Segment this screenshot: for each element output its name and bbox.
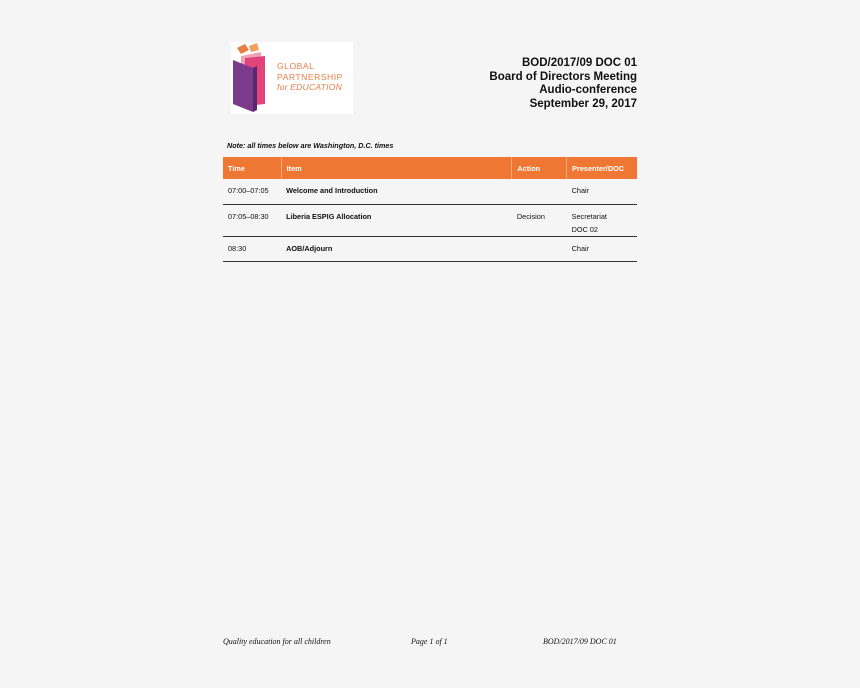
table-row <box>223 205 637 237</box>
presenter-name: Chair <box>571 186 590 195</box>
meeting-date: September 29, 2017 <box>529 98 637 111</box>
table-row <box>223 179 637 205</box>
doc-reference: DOC 02 <box>571 225 598 234</box>
logo-line-2: PARTNERSHIP <box>277 71 343 82</box>
column-header-item: Item <box>281 157 512 179</box>
cell-presenter <box>567 205 637 237</box>
cell-item: Welcome and Introduction <box>281 179 512 205</box>
presenter-name: Chair <box>571 244 590 253</box>
cell-time: 07:00–07:05 <box>223 179 281 205</box>
meeting-title: Board of Directors Meeting <box>489 70 637 83</box>
table-header-row <box>223 157 637 179</box>
cell-presenter <box>567 179 637 205</box>
document-header <box>387 57 637 112</box>
column-header-action: Action <box>512 157 567 179</box>
book-logo-icon <box>231 42 277 114</box>
meeting-format: Audio-conference <box>539 84 637 97</box>
footer-page-number: Page 1 of 1 <box>411 637 448 646</box>
table-row <box>223 237 637 262</box>
timezone-note: Note: all times below are Washington, D.C. times <box>227 141 394 150</box>
doc-id: BOD/2017/09 DOC 01 <box>521 57 637 69</box>
logo-wordmark <box>277 61 343 93</box>
cell-action: Decision <box>512 205 567 237</box>
logo-line-1: GLOBAL <box>277 61 315 71</box>
cell-action <box>512 237 567 262</box>
logo-line-3: for EDUCATION <box>277 82 342 92</box>
agenda-table <box>223 157 637 262</box>
footer-tagline: Quality education for all children <box>223 637 331 646</box>
column-header-presenter: Presenter/DOC <box>567 157 637 179</box>
cell-item: AOB/Adjourn <box>281 237 512 262</box>
cell-time: 08:30 <box>223 237 281 262</box>
cell-item: Liberia ESPIG Allocation <box>281 205 512 237</box>
cell-presenter <box>567 237 637 262</box>
presenter-name: Secretariat <box>571 212 607 221</box>
cell-action <box>512 179 567 205</box>
gpe-logo <box>231 42 353 114</box>
cell-time: 07:05–08:30 <box>223 205 281 237</box>
column-header-time: Time <box>223 157 281 179</box>
footer-doc-id: BOD/2017/09 DOC 01 <box>543 637 617 646</box>
